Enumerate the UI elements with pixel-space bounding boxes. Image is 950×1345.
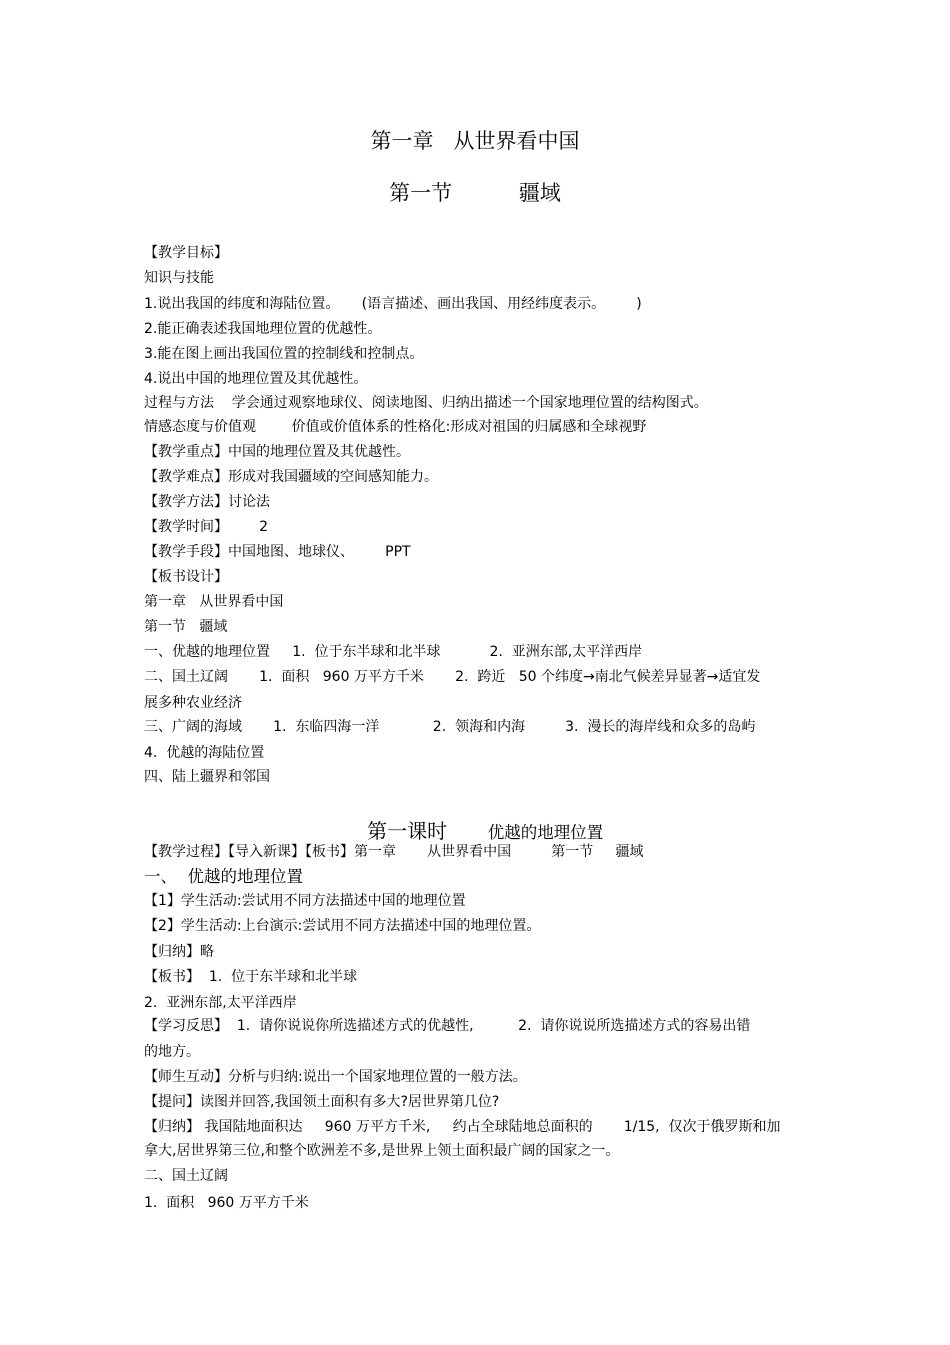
text-line: 过程与方法 学会通过观察地球仪、阅读地图、归纳出描述一个国家地理位置的结构图式。 <box>144 395 708 411</box>
text-line: 【教学难点】形成对我国疆域的空间感知能力。 <box>144 469 438 485</box>
text-line: 【归纳】略 <box>144 944 214 960</box>
text-line: 【教学时间】 2 <box>144 519 269 535</box>
text-line: 2. 亚洲东部,太平洋西岸 <box>144 995 297 1011</box>
text-line: 【学习反思】 1. 请你说说你所选描述方式的优越性, 2. 请你说说所选描述方式的容易出错 <box>144 1018 751 1034</box>
text-line: 【教学重点】中国的地理位置及其优越性。 <box>144 444 410 460</box>
lesson-title-main: 第一课时 <box>367 819 448 843</box>
text-line: 【归纳】 我国陆地面积达 960 万平方千米, 约占全球陆地总面积的 1/15, 仅次于俄罗斯和加 <box>144 1119 781 1135</box>
text-line: 第一章 从世界看中国 <box>144 594 284 610</box>
section-title: 第一节 疆域 <box>389 181 561 205</box>
text-line: 3.能在图上画出我国位置的控制线和控制点。 <box>144 346 424 362</box>
text-line: 二、国土辽阔 1. 面积 960 万平方千米 2. 跨近 50 个纬度→南北气候差异显著→适宜发 <box>144 669 761 685</box>
text-line: 【板书】 1. 位于东半球和北半球 <box>144 969 358 985</box>
text-line: 拿大,居世界第三位,和整个欧洲差不多,是世界上领土面积最广阔的国家之一。 <box>144 1143 620 1159</box>
text-line: 1. 面积 960 万平方千米 <box>144 1195 309 1211</box>
text-line: 【1】学生活动:尝试用不同方法描述中国的地理位置 <box>144 893 466 909</box>
subsection-heading: 一、 优越的地理位置 <box>144 867 303 886</box>
text-line: 4.说出中国的地理位置及其优越性。 <box>144 371 368 387</box>
text-line: 情感态度与价值观 价值或价值体系的性格化:形成对祖国的归属感和全球视野 <box>144 419 647 435</box>
chapter-title: 第一章 从世界看中国 <box>370 129 580 153</box>
text-line: 【板书设计】 <box>144 569 228 585</box>
text-line: 1.说出我国的纬度和海陆位置。 (语言描述、画出我国、用经纬度表示。 ) <box>144 296 642 312</box>
text-line: 四、陆上疆界和邻国 <box>144 769 270 785</box>
text-line: 2.能正确表述我国地理位置的优越性。 <box>144 321 382 337</box>
text-line: 展多种农业经济 <box>144 695 242 711</box>
text-line: 一、优越的地理位置 1. 位于东半球和北半球 2. 亚洲东部,太平洋西岸 <box>144 644 643 660</box>
text-line: 【教学手段】中国地图、地球仪、 PPT <box>144 544 411 560</box>
text-line: 知识与技能 <box>144 270 214 286</box>
text-line: 【2】学生活动:上台演示:尝试用不同方法描述中国的地理位置。 <box>144 918 541 934</box>
text-line: 4. 优越的海陆位置 <box>144 745 265 761</box>
text-line: 【师生互动】分析与归纳:说出一个国家地理位置的一般方法。 <box>144 1069 527 1085</box>
text-line: 二、国土辽阔 <box>144 1168 228 1184</box>
text-line: 【教学方法】讨论法 <box>144 494 270 510</box>
text-line: 【提问】读图并回答,我国领土面积有多大?居世界第几位? <box>144 1094 500 1110</box>
text-line: 三、广阔的海域 1. 东临四海一洋 2. 领海和内海 3. 漫长的海岸线和众多的岛屿 <box>144 719 756 735</box>
text-line: 【教学目标】 <box>144 245 228 261</box>
lesson-title-sub: 优越的地理位置 <box>487 823 604 842</box>
text-line: 第一节 疆域 <box>144 619 228 635</box>
text-line: 【教学过程】【导入新课】【板书】第一章 从世界看中国 第一节 疆域 <box>144 844 644 860</box>
text-line: 的地方。 <box>144 1044 200 1060</box>
